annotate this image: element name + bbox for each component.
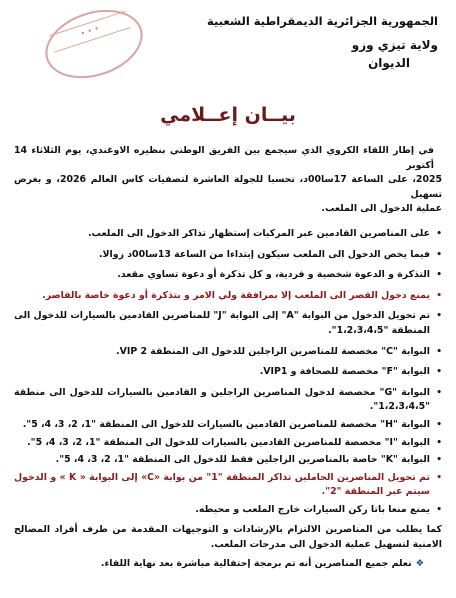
list-item-text: تم تحويل المناصرين الحاملين تذاكر المنطقة "1" من بوابة «C» إلى البوابة « K » و الدخول سيتم عبر المنطقة "2". <box>14 471 430 498</box>
list-item-text: التذكرة و الدعوة شخصية و فردية، و كل تذكرة أو دعوة تساوي مقعد. <box>117 269 430 281</box>
list-item <box>14 227 442 242</box>
intro-line: 2025، على الساعة 17سا00د، تحسبا للجولة العاشرة لتصفيات كاس العالم 2026، و بغرض تسهيل <box>14 174 443 200</box>
list-item-text: البوابة "C" مخصصة للمناصرين الراجلين للدخول الى المنطقة 2 VIP. <box>116 345 430 357</box>
intro-line: عملية الدخول الى الملعب. <box>321 203 442 215</box>
bullet-icon: • <box>436 472 442 483</box>
announcement-body <box>10 144 446 571</box>
list-item-text: البوابة "H" مخصصة للمناصرين القادمين بالسيارات للدخول الى المنطقة "1، 2، 3، 4، 5". <box>22 418 430 430</box>
bullet-icon: • <box>436 455 442 466</box>
bullet-icon: • <box>436 311 442 322</box>
list-item <box>14 471 442 500</box>
official-stamp: • • • <box>37 0 152 90</box>
list-item-text: البوابة "I" مخصصة للمناصرين القادمين بالسيارات للدخول الى المنطقة "1، 2، 3، 4، 5". <box>27 436 430 448</box>
list-item-text: البوابة "F" مخصصة للصحافة و VIP1. <box>259 366 430 378</box>
list-item <box>14 365 442 380</box>
intro-paragraph <box>14 144 442 217</box>
bullet-icon: • <box>436 367 442 378</box>
closing-paragraph: كما يطلب من المناصرين الالتزام بالإرشادات و التوجيهات المقدمة من طرف أفراد المصالح الامنية لتسهيل عملية الدخول الى مدرجات الملعب. <box>14 524 442 551</box>
republic-name: الجمهورية الجزائرية الديمقراطية الشعبية <box>206 14 438 28</box>
bullet-icon: • <box>436 419 442 430</box>
list-item <box>14 436 442 451</box>
bullet-icon: • <box>436 504 442 515</box>
wilaya-name: ولاية تيزي وزو <box>351 38 438 52</box>
office-name: الديوان <box>368 56 410 70</box>
list-item-text: يمنع دخول القصر الى الملعب إلا بمرافقة ولي الامر و بتذكرة أو دعوة خاصة بالقاصر. <box>42 289 430 301</box>
bullet-icon: • <box>436 346 442 357</box>
list-item <box>14 268 442 283</box>
page-title: بيــان إعــلامي <box>160 104 296 126</box>
final-note-text: نعلم جميع المناصرين أنه تم برمجة إحتفالية مباشرة بعد نهاية اللقاء. <box>100 557 412 569</box>
list-item-text: تم تحويل الدخول من البوابة "A" إلى البوابة "J" للمناصرين القادمين بالسيارات للدخول الى المنطقة "1،2،3،4،5". <box>14 310 431 336</box>
list-item-text: البوابة "G" مخصصة لدخول المناصرين الراجلين و القادمين بالسيارات للدخول الى منطقة "1،2،3،4،5". <box>14 386 430 413</box>
final-note <box>14 557 442 572</box>
bullet-icon: • <box>436 437 442 448</box>
list-item <box>14 309 442 338</box>
bullet-icon: • <box>436 228 442 239</box>
list-item-text: فيما يخص الدخول الى الملعب سيكون إبتداءا من الساعة 13سا00د زوالا. <box>98 248 430 260</box>
bullet-icon: • <box>436 270 442 281</box>
bullet-icon: • <box>436 249 442 260</box>
instructions-list <box>14 227 442 518</box>
list-item-text: البوابة "K" خاصة بالمناصرين الراجلين فقط للدخول الى المنطقة "1، 2، 3، 4، 5". <box>55 454 430 466</box>
list-item-text: على المناصرين القادمين عبر المركبات إستظهار تذاكر الدخول الى الملعب. <box>87 227 430 239</box>
list-item <box>14 386 442 415</box>
bullet-icon: • <box>436 290 442 301</box>
list-item <box>14 289 442 304</box>
letterhead <box>10 8 446 88</box>
list-item <box>14 248 442 263</box>
letterhead-text <box>207 12 438 72</box>
list-item <box>14 453 442 468</box>
diamond-bullet-icon: ❖ <box>415 557 424 569</box>
bullet-icon: • <box>436 387 442 398</box>
list-item <box>14 345 442 360</box>
list-item <box>14 503 442 518</box>
intro-line: في إطار اللقاء الكروي الذي سيجمع بين الفريق الوطني بنظيره الاوغندي، يوم الثلاثاء 14 أكتوبر <box>14 145 434 171</box>
list-item <box>14 418 442 433</box>
list-item-text: يمنع منعا باتا ركن السيارات خارج الملعب و محيطه. <box>195 503 430 515</box>
